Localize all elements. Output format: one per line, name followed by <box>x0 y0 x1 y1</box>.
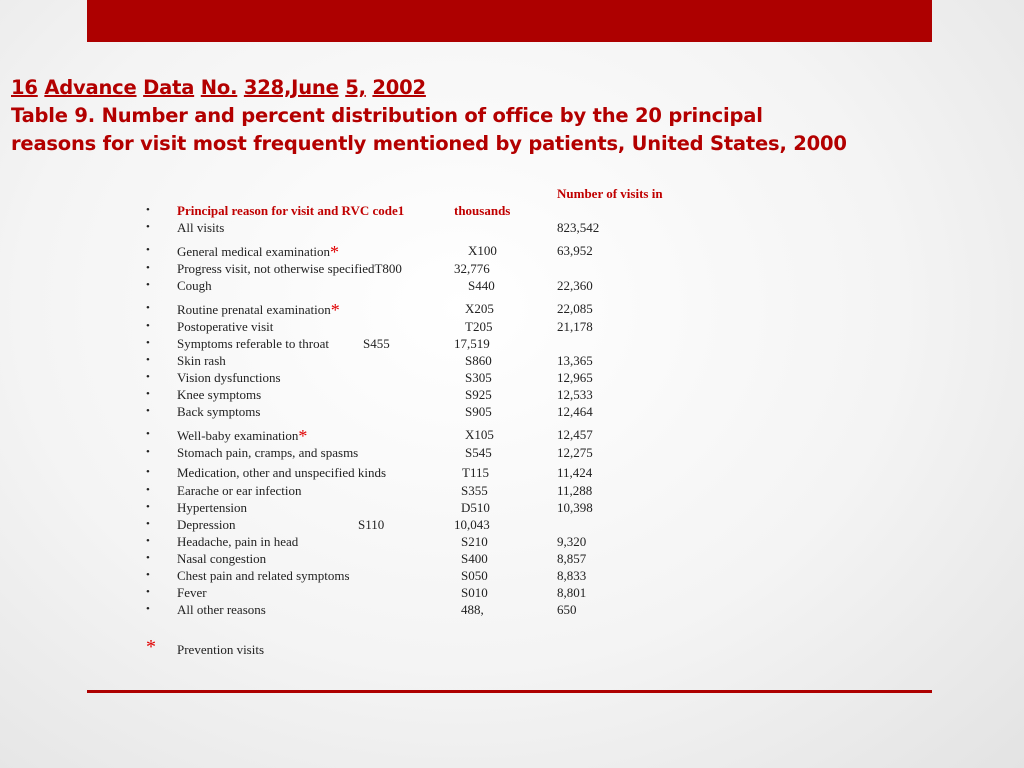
prevention-star: * <box>330 242 340 262</box>
reason-text: Well-baby examination <box>177 428 299 443</box>
citation-link-5[interactable]: 5, <box>345 76 366 99</box>
visits-value: 17,519 <box>454 336 490 351</box>
visits-value: 12,457 <box>557 427 593 442</box>
reason-label <box>177 427 307 444</box>
bullet: • <box>146 221 150 233</box>
visits-value: 10,398 <box>557 500 593 515</box>
bullet: • <box>146 337 150 349</box>
visits-value: 12,965 <box>557 370 593 385</box>
visits-value: 12,533 <box>557 387 593 402</box>
rvc-code: D510 <box>461 500 490 515</box>
rvc-code: S110 <box>358 517 385 532</box>
bullet: • <box>146 204 150 216</box>
rvc-code: T115 <box>462 465 489 480</box>
citation-link-2002[interactable]: 2002 <box>372 76 426 99</box>
prevention-star: * <box>330 300 340 320</box>
reason-column-header: Principal reason for visit and RVC code1 <box>177 203 405 218</box>
reason-label: Fever <box>177 585 207 600</box>
table-title-line-1: Table 9. Number and percent distribution of office by the 20 principal <box>11 104 763 127</box>
bullet: • <box>146 501 150 513</box>
rvc-code: S905 <box>465 404 492 419</box>
bullet: • <box>146 279 150 291</box>
reason-text: General medical examination <box>177 244 331 259</box>
footnote-text: Prevention visits <box>177 642 265 657</box>
footnote-star: * <box>146 636 156 658</box>
rvc-code: S355 <box>461 483 488 498</box>
reason-label: Hypertension <box>177 500 248 515</box>
reason-label: Medication, other and unspecified kinds <box>177 465 387 480</box>
visits-value: 8,857 <box>557 551 587 566</box>
bullet: • <box>146 535 150 547</box>
bullet: • <box>146 484 150 496</box>
visits-value: 13,365 <box>557 353 593 368</box>
rvc-code: S455 <box>363 336 390 351</box>
reason-label: All visits <box>177 220 225 235</box>
rvc-code: S545 <box>465 445 492 460</box>
visits-value: 12,275 <box>557 445 593 460</box>
reason-label: Postoperative visit <box>177 319 274 334</box>
reason-text: Routine prenatal examination <box>177 302 331 317</box>
reason-label: Progress visit, not otherwise specifiedT800 <box>177 261 402 276</box>
reason-label: Nasal congestion <box>177 551 267 566</box>
visits-value: 21,178 <box>557 319 593 334</box>
visits-value: 8,833 <box>557 568 587 583</box>
citation-link-16[interactable]: 16 <box>11 76 38 99</box>
rvc-code: X105 <box>465 427 494 442</box>
visits-value: 823,542 <box>557 220 600 235</box>
visits-column-header-thousands: thousands <box>454 203 511 218</box>
bullet: • <box>146 371 150 383</box>
bullet: • <box>146 244 150 256</box>
reason-label: Knee symptoms <box>177 387 262 402</box>
visits-value: 9,320 <box>557 534 587 549</box>
reason-label: Chest pain and related symptoms <box>177 568 350 583</box>
reason-label: Earache or ear infection <box>177 483 302 498</box>
visits-value: 63,952 <box>557 243 593 258</box>
reason-label <box>177 301 340 318</box>
reason-label: Depression <box>177 517 236 532</box>
rvc-code: S010 <box>461 585 488 600</box>
rvc-code: X100 <box>468 243 497 258</box>
bullet: • <box>146 518 150 530</box>
rvc-code: T205 <box>465 319 493 334</box>
bullet: • <box>146 569 150 581</box>
reason-label: Symptoms referable to throat <box>177 336 329 351</box>
bullet: • <box>146 388 150 400</box>
reason-label: Skin rash <box>177 353 226 368</box>
reason-label <box>177 243 339 260</box>
bullet: • <box>146 262 150 274</box>
citation-link-data[interactable]: Data <box>143 76 195 99</box>
bullet: • <box>146 552 150 564</box>
rvc-code: X205 <box>465 301 494 316</box>
prevention-star: * <box>298 426 308 446</box>
visits-value: 650 <box>557 602 577 617</box>
visits-value: 12,464 <box>557 404 593 419</box>
visits-value: 11,424 <box>557 465 593 480</box>
reason-label: Cough <box>177 278 212 293</box>
top-accent-bar <box>87 0 932 42</box>
bullet: • <box>146 603 150 615</box>
visits-value: 32,776 <box>454 261 490 276</box>
rvc-code: S860 <box>465 353 492 368</box>
rvc-code: S925 <box>465 387 492 402</box>
rvc-code: S440 <box>468 278 495 293</box>
bullet: • <box>146 320 150 332</box>
rvc-code: S210 <box>461 534 488 549</box>
slide-heading <box>11 74 1011 158</box>
bullet: • <box>146 428 150 440</box>
reason-label: Headache, pain in head <box>177 534 299 549</box>
citation-line <box>11 74 1011 102</box>
visits-value: 10,043 <box>454 517 490 532</box>
visits-value: 11,288 <box>557 483 593 498</box>
bullet: • <box>146 405 150 417</box>
bullet: • <box>146 586 150 598</box>
reason-label: Back symptoms <box>177 404 261 419</box>
bullet: • <box>146 466 150 478</box>
bullet: • <box>146 354 150 366</box>
rvc-code: S050 <box>461 568 488 583</box>
citation-link-advance[interactable]: Advance <box>44 76 137 99</box>
rvc-code: 488, <box>461 602 484 617</box>
bottom-accent-rule <box>87 690 932 693</box>
rvc-code: S400 <box>461 551 488 566</box>
visits-value: 22,360 <box>557 278 593 293</box>
bullet: • <box>146 302 150 314</box>
visits-column-header: Number of visits in <box>557 186 663 201</box>
visits-value: 8,801 <box>557 585 587 600</box>
rvc-code: S305 <box>465 370 492 385</box>
citation-link-no[interactable]: No. <box>200 76 238 99</box>
table-title-line-2: reasons for visit most frequently mentioned by patients, United States, 2000 <box>11 132 847 155</box>
citation-link-june[interactable]: 328,June <box>243 76 339 99</box>
reason-label: Stomach pain, cramps, and spasms <box>177 445 359 460</box>
bullet: • <box>146 446 150 458</box>
visits-value: 22,085 <box>557 301 593 316</box>
reason-label: Vision dysfunctions <box>177 370 281 385</box>
reason-label: All other reasons <box>177 602 266 617</box>
